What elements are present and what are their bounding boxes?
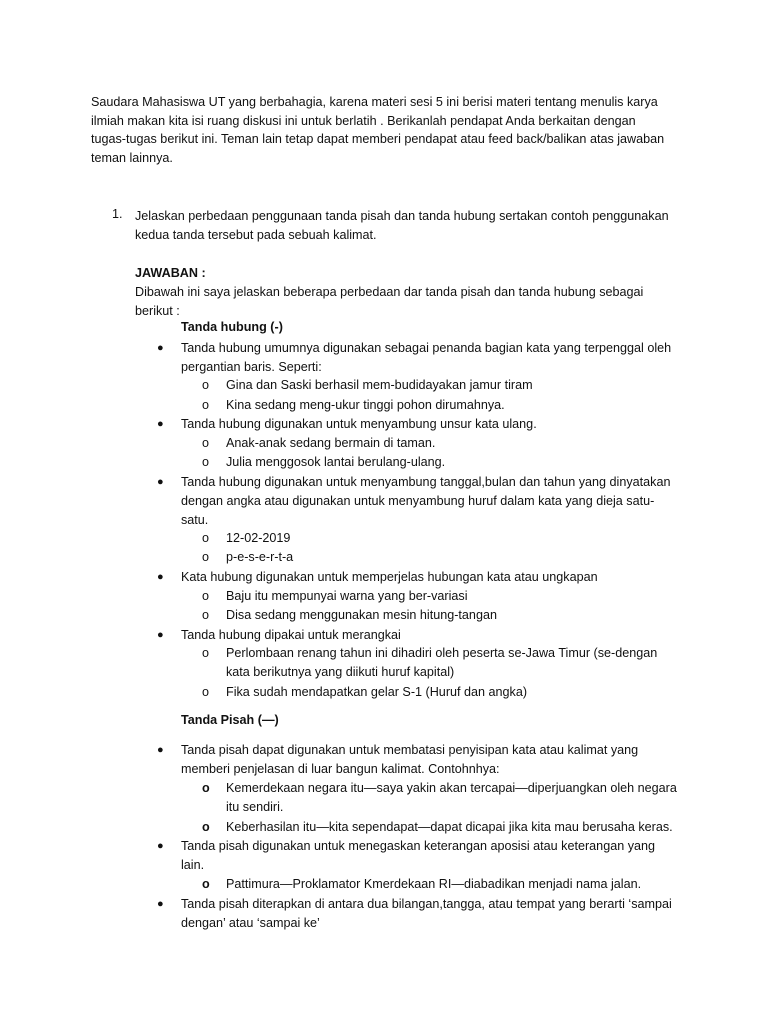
sub-bullet-icon: o bbox=[202, 550, 210, 564]
sub-bullet-icon: o bbox=[202, 531, 210, 545]
question-text bbox=[135, 207, 669, 245]
question-line: Jelaskan perbedaan penggunaan tanda pisah dan tanda hubung sertakan contoh penggunakan bbox=[135, 209, 669, 223]
sub-item-text: Baju itu mempunyai warna yang ber-variasi bbox=[226, 589, 468, 603]
list-item-text: dengan angka atau digunakan untuk menyambung huruf dalam kata yang dieja satu- bbox=[181, 494, 655, 508]
sub-bullet-icon: o bbox=[202, 646, 210, 660]
list-item-text: Kata hubung digunakan untuk memperjelas hubungan kata atau ungkapan bbox=[181, 570, 598, 584]
answer-intro-line: berikut : bbox=[135, 304, 180, 318]
sub-bullet-icon: o bbox=[202, 436, 210, 450]
sub-bullet-icon: o bbox=[202, 455, 210, 469]
sub-bullet-icon: o bbox=[202, 685, 210, 699]
list-item-text: memberi penjelasan di luar bangun kalimat. Contohnhya: bbox=[181, 762, 500, 776]
list-item-text: dengan’ atau ‘sampai ke’ bbox=[181, 916, 320, 930]
intro-line: Saudara Mahasiswa UT yang berbahagia, karena materi sesi 5 ini berisi materi tentang menulis karya bbox=[91, 95, 658, 109]
answer-block bbox=[135, 264, 695, 321]
list-item-text: Tanda pisah dapat digunakan untuk membatasi penyisipan kata atau kalimat yang bbox=[181, 743, 639, 757]
answer-label: JAWABAN : bbox=[135, 266, 206, 280]
bullet-icon: ● bbox=[157, 342, 164, 354]
sub-item-text: Keberhasilan itu—kita sependapat—dapat dicapai jika kita mau berusaha keras. bbox=[226, 820, 673, 834]
list-item-text: Tanda hubung digunakan untuk menyambung tanggal,bulan dan tahun yang dinyatakan bbox=[181, 475, 671, 489]
sub-item-text: Kina sedang meng-ukur tinggi pohon dirumahnya. bbox=[226, 398, 505, 412]
sub-item-text: Fika sudah mendapatkan gelar S-1 (Huruf dan angka) bbox=[226, 685, 528, 699]
sub-item-text: Perlombaan renang tahun ini dihadiri oleh peserta se-Jawa Timur (se-dengan bbox=[226, 646, 658, 660]
sub-item-text: Anak-anak sedang bermain di taman. bbox=[226, 436, 436, 450]
list-item-text: Tanda hubung dipakai untuk merangkai bbox=[181, 628, 401, 642]
sub-bullet-icon: o bbox=[202, 781, 210, 795]
sub-bullet-icon: o bbox=[202, 608, 210, 622]
list-item-text: Tanda hubung digunakan untuk menyambung unsur kata ulang. bbox=[181, 417, 537, 431]
list-item-text: pergantian baris. Seperti: bbox=[181, 360, 322, 374]
sub-bullet-icon: o bbox=[202, 398, 210, 412]
sub-bullet-icon: o bbox=[202, 820, 210, 834]
sub-item-text: kata berikutnya yang diikuti huruf kapital) bbox=[226, 665, 455, 679]
answer-intro-line: Dibawah ini saya jelaskan beberapa perbedaan dar tanda pisah dan tanda hubung sebagai bbox=[135, 285, 644, 299]
intro-line: ilmiah makan kita isi ruang diskusi ini untuk berlatih . Berikanlah pendapat Anda berkaitan dengan bbox=[91, 113, 636, 128]
list-item-text: Tanda pisah diterapkan di antara dua bilangan,tangga, atau tempat yang berarti ‘sampai bbox=[181, 897, 672, 911]
sub-item-text: Gina dan Saski berhasil mem-budidayakan jamur tiram bbox=[226, 378, 533, 392]
intro-line: tugas-tugas berikut ini. Teman lain tetap dapat memberi pendapat atau feed back/balikan atas jawaban bbox=[91, 132, 665, 147]
bullet-icon: ● bbox=[157, 840, 164, 852]
sub-bullet-icon: o bbox=[202, 877, 210, 891]
list-item-text: Tanda hubung umumnya digunakan sebagai penanda bagian kata yang terpenggal oleh bbox=[181, 341, 672, 355]
sub-bullet-icon: o bbox=[202, 378, 210, 392]
bullet-icon: ● bbox=[157, 629, 164, 641]
bullet-icon: ● bbox=[157, 476, 164, 488]
sub-item-text: 12-02-2019 bbox=[226, 531, 291, 545]
sub-item-text: p-e-s-e-r-t-a bbox=[226, 550, 294, 564]
sub-item-text: Kemerdekaan negara itu—saya yakin akan tercapai—diperjuangkan oleh negara bbox=[226, 781, 677, 795]
bullet-icon: ● bbox=[157, 571, 164, 583]
hubung-heading: Tanda hubung (-) bbox=[181, 320, 283, 334]
question-line: kedua tanda tersebut pada sebuah kalimat. bbox=[135, 228, 377, 242]
list-item-text: satu. bbox=[181, 513, 209, 527]
question-number: 1. bbox=[112, 207, 123, 221]
list-item-text: Tanda pisah digunakan untuk menegaskan keterangan aposisi atau keterangan yang bbox=[181, 839, 656, 853]
pisah-heading: Tanda Pisah (—) bbox=[181, 713, 279, 727]
sub-item-text: Julia menggosok lantai berulang-ulang. bbox=[226, 455, 446, 469]
sub-bullet-icon: o bbox=[202, 589, 210, 603]
bullet-icon: ● bbox=[157, 898, 164, 910]
sub-item-text: itu sendiri. bbox=[226, 800, 284, 814]
sub-item-text: Pattimura—Proklamator Kmerdekaan RI—diabadikan menjadi nama jalan. bbox=[226, 877, 642, 891]
intro-paragraph bbox=[91, 93, 691, 168]
list-item-text: lain. bbox=[181, 858, 205, 872]
intro-line: teman lainnya. bbox=[91, 151, 173, 166]
bullet-icon: ● bbox=[157, 744, 164, 756]
bullet-icon: ● bbox=[157, 418, 164, 430]
sub-item-text: Disa sedang menggunakan mesin hitung-tangan bbox=[226, 608, 497, 622]
